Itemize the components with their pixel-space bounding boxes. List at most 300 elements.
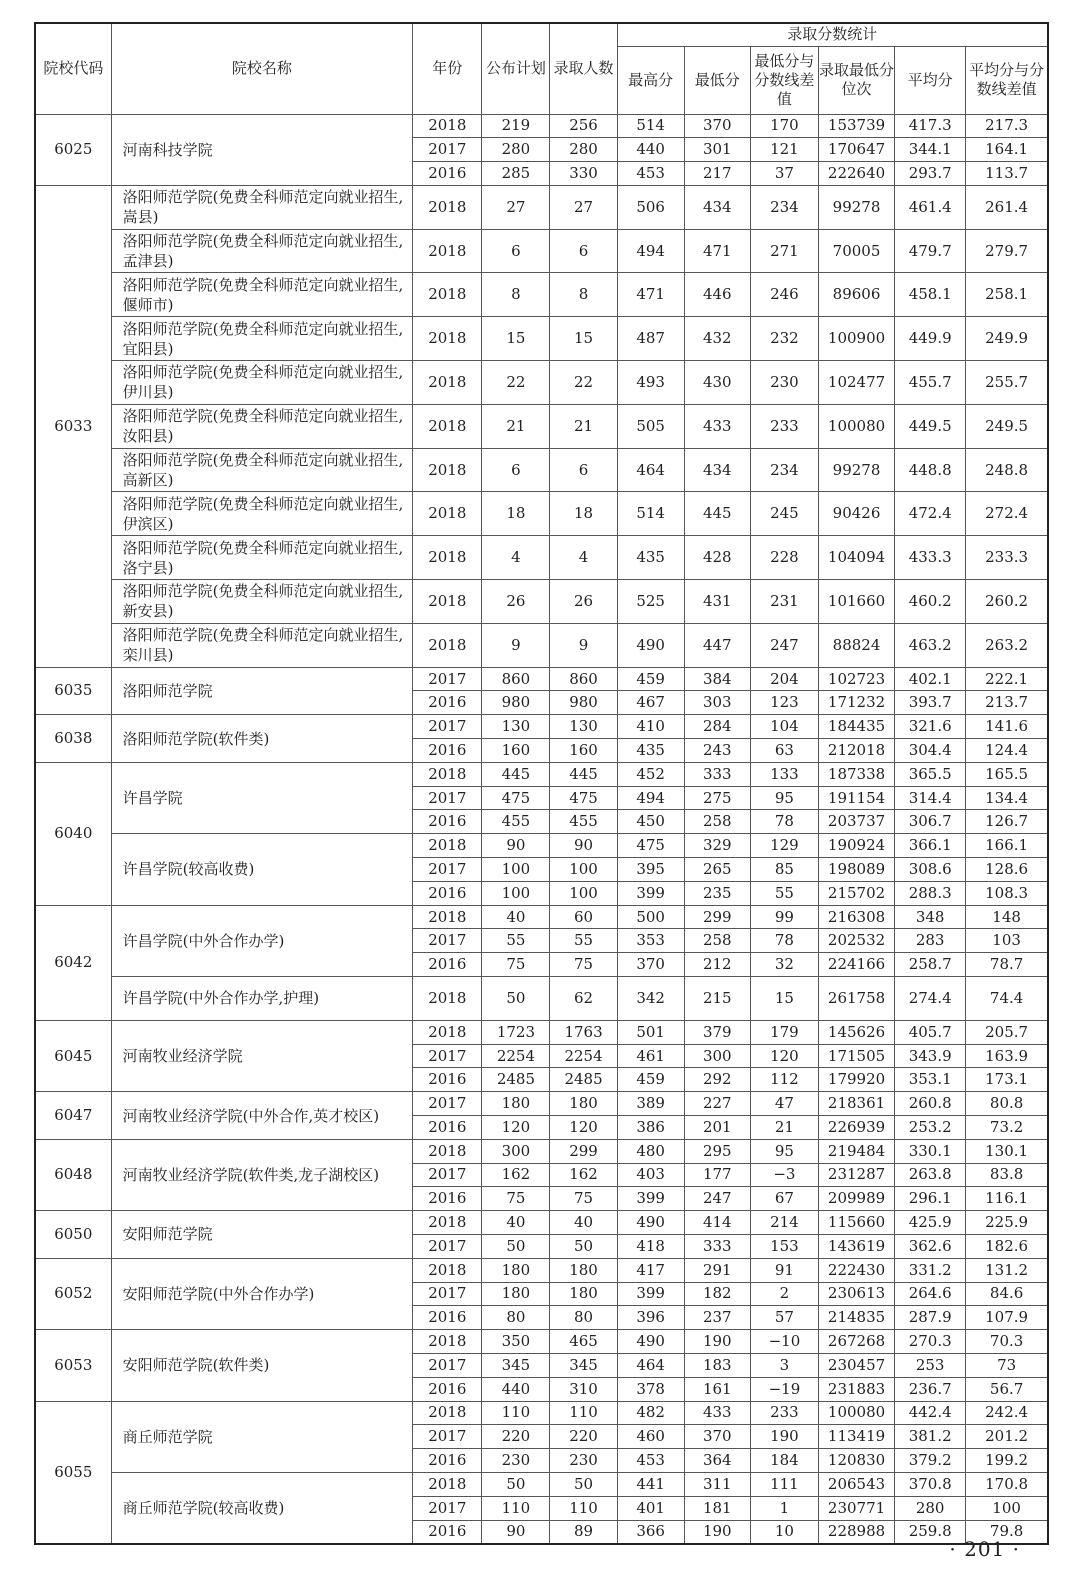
max-score-cell: 399	[617, 881, 684, 905]
table-row	[35, 1139, 1048, 1163]
max-score-cell: 386	[617, 1116, 684, 1140]
avg-diff-cell: 56.7	[966, 1377, 1048, 1401]
min-diff-cell: 111	[750, 1472, 818, 1496]
avg-diff-cell: 263.2	[966, 623, 1048, 667]
avg-score-cell: 353.1	[895, 1068, 966, 1092]
avg-diff-cell: 141.6	[966, 715, 1048, 739]
min-score-cell: 265	[684, 858, 750, 882]
min-rank-cell: 218361	[818, 1092, 894, 1116]
min-diff-cell: 91	[750, 1258, 818, 1282]
min-rank-cell: 100080	[818, 1401, 894, 1425]
plan-cell: 280	[482, 138, 550, 162]
plan-cell: 27	[482, 185, 550, 229]
max-score-cell: 514	[617, 492, 684, 536]
max-score-cell: 452	[617, 762, 684, 786]
avg-diff-cell: 78.7	[966, 953, 1048, 977]
avg-score-cell: 479.7	[895, 229, 966, 273]
min-diff-cell: 231	[750, 580, 818, 624]
admitted-cell: 6	[550, 229, 617, 273]
avg-score-cell: 264.6	[895, 1282, 966, 1306]
min-score-cell: 243	[684, 739, 750, 763]
min-rank-cell: 99278	[818, 185, 894, 229]
min-score-cell: 227	[684, 1092, 750, 1116]
plan-cell: 220	[482, 1425, 550, 1449]
year-cell: 2017	[413, 1044, 482, 1068]
max-score-cell: 471	[617, 273, 684, 317]
admitted-cell: 50	[550, 1234, 617, 1258]
min-rank-cell: 209989	[818, 1187, 894, 1211]
max-score-cell: 490	[617, 1330, 684, 1354]
min-rank-cell: 228988	[818, 1520, 894, 1544]
min-rank-cell: 184435	[818, 715, 894, 739]
min-score-cell: 311	[684, 1472, 750, 1496]
table-row	[35, 715, 1048, 739]
min-rank-cell: 219484	[818, 1139, 894, 1163]
min-diff-cell: 204	[750, 667, 818, 691]
school-name: 河南牧业经济学院(中外合作,英才校区)	[111, 1092, 413, 1140]
year-cell: 2016	[413, 739, 482, 763]
avg-diff-cell: 113.7	[966, 162, 1048, 186]
header-max: 最高分	[617, 46, 684, 114]
max-score-cell: 370	[617, 953, 684, 977]
avg-score-cell: 362.6	[895, 1234, 966, 1258]
admitted-cell: 8	[550, 273, 617, 317]
table-row	[35, 905, 1048, 929]
min-rank-cell: 104094	[818, 536, 894, 580]
min-rank-cell: 100900	[818, 317, 894, 361]
min-diff-cell: 2	[750, 1282, 818, 1306]
max-score-cell: 366	[617, 1520, 684, 1544]
school-name: 河南牧业经济学院(软件类,龙子湖校区)	[111, 1139, 413, 1210]
year-cell: 2016	[413, 1187, 482, 1211]
year-cell: 2016	[413, 1377, 482, 1401]
max-score-cell: 494	[617, 786, 684, 810]
min-rank-cell: 101660	[818, 580, 894, 624]
min-rank-cell: 222640	[818, 162, 894, 186]
admitted-cell: 90	[550, 834, 617, 858]
year-cell: 2018	[413, 273, 482, 317]
min-diff-cell: −3	[750, 1163, 818, 1187]
avg-score-cell: 381.2	[895, 1425, 966, 1449]
year-cell: 2017	[413, 1353, 482, 1377]
min-score-cell: 370	[684, 1425, 750, 1449]
plan-cell: 22	[482, 361, 550, 405]
max-score-cell: 435	[617, 739, 684, 763]
min-score-cell: 161	[684, 1377, 750, 1401]
min-rank-cell: 89606	[818, 273, 894, 317]
min-diff-cell: 67	[750, 1187, 818, 1211]
table-row	[35, 1092, 1048, 1116]
avg-diff-cell: 100	[966, 1496, 1048, 1520]
avg-score-cell: 417.3	[895, 114, 966, 138]
admitted-cell: 180	[550, 1282, 617, 1306]
year-cell: 2018	[413, 404, 482, 448]
year-cell: 2017	[413, 929, 482, 953]
avg-diff-cell: 126.7	[966, 810, 1048, 834]
avg-diff-cell: 272.4	[966, 492, 1048, 536]
plan-cell: 2485	[482, 1068, 550, 1092]
admitted-cell: 162	[550, 1163, 617, 1187]
min-diff-cell: 120	[750, 1044, 818, 1068]
avg-score-cell: 433.3	[895, 536, 966, 580]
school-name: 洛阳师范学院(免费全科师范定向就业招生,孟津县)	[111, 229, 413, 273]
min-diff-cell: 179	[750, 1020, 818, 1044]
max-score-cell: 494	[617, 229, 684, 273]
min-rank-cell: 224166	[818, 953, 894, 977]
avg-score-cell: 258.7	[895, 953, 966, 977]
min-rank-cell: 70005	[818, 229, 894, 273]
avg-diff-cell: 217.3	[966, 114, 1048, 138]
admitted-cell: 345	[550, 1353, 617, 1377]
avg-diff-cell: 173.1	[966, 1068, 1048, 1092]
admitted-cell: 75	[550, 1187, 617, 1211]
avg-diff-cell: 73	[966, 1353, 1048, 1377]
min-diff-cell: 32	[750, 953, 818, 977]
min-score-cell: 301	[684, 138, 750, 162]
max-score-cell: 450	[617, 810, 684, 834]
avg-diff-cell: 182.6	[966, 1234, 1048, 1258]
min-rank-cell: 230457	[818, 1353, 894, 1377]
plan-cell: 90	[482, 834, 550, 858]
admitted-cell: 230	[550, 1449, 617, 1473]
plan-cell: 50	[482, 1472, 550, 1496]
admitted-cell: 27	[550, 185, 617, 229]
avg-diff-cell: 255.7	[966, 361, 1048, 405]
table-row	[35, 273, 1048, 317]
avg-score-cell: 460.2	[895, 580, 966, 624]
plan-cell: 455	[482, 810, 550, 834]
min-score-cell: 446	[684, 273, 750, 317]
max-score-cell: 490	[617, 1211, 684, 1235]
school-code: 6052	[35, 1258, 111, 1329]
school-name: 安阳师范学院(中外合作办学)	[111, 1258, 413, 1329]
min-diff-cell: 1	[750, 1496, 818, 1520]
admitted-cell: 2254	[550, 1044, 617, 1068]
header-min-diff: 最低分与分数线差值	[750, 46, 818, 114]
min-diff-cell: 153	[750, 1234, 818, 1258]
admitted-cell: 130	[550, 715, 617, 739]
header-score-group: 录取分数统计	[617, 23, 1048, 46]
plan-cell: 21	[482, 404, 550, 448]
min-diff-cell: 123	[750, 691, 818, 715]
min-rank-cell: 100080	[818, 404, 894, 448]
year-cell: 2018	[413, 977, 482, 1021]
min-score-cell: 237	[684, 1306, 750, 1330]
year-cell: 2017	[413, 1425, 482, 1449]
avg-score-cell: 308.6	[895, 858, 966, 882]
year-cell: 2017	[413, 138, 482, 162]
admitted-cell: 15	[550, 317, 617, 361]
min-score-cell: 299	[684, 905, 750, 929]
avg-diff-cell: 242.4	[966, 1401, 1048, 1425]
admitted-cell: 860	[550, 667, 617, 691]
year-cell: 2018	[413, 580, 482, 624]
avg-score-cell: 393.7	[895, 691, 966, 715]
max-score-cell: 459	[617, 1068, 684, 1092]
max-score-cell: 399	[617, 1282, 684, 1306]
year-cell: 2018	[413, 905, 482, 929]
max-score-cell: 401	[617, 1496, 684, 1520]
school-code: 6055	[35, 1401, 111, 1544]
table-row	[35, 1020, 1048, 1044]
plan-cell: 75	[482, 953, 550, 977]
plan-cell: 130	[482, 715, 550, 739]
avg-score-cell: 472.4	[895, 492, 966, 536]
avg-diff-cell: 165.5	[966, 762, 1048, 786]
avg-diff-cell: 201.2	[966, 1425, 1048, 1449]
avg-diff-cell: 258.1	[966, 273, 1048, 317]
min-score-cell: 258	[684, 929, 750, 953]
table-row	[35, 623, 1048, 667]
max-score-cell: 464	[617, 1353, 684, 1377]
admitted-cell: 1763	[550, 1020, 617, 1044]
school-code: 6035	[35, 667, 111, 715]
min-score-cell: 177	[684, 1163, 750, 1187]
avg-diff-cell: 249.5	[966, 404, 1048, 448]
min-diff-cell: 21	[750, 1116, 818, 1140]
page-number: · 201 ·	[949, 1537, 1020, 1561]
avg-score-cell: 370.8	[895, 1472, 966, 1496]
school-name: 许昌学院	[111, 762, 413, 833]
avg-diff-cell: 170.8	[966, 1472, 1048, 1496]
avg-score-cell: 348	[895, 905, 966, 929]
year-cell: 2018	[413, 492, 482, 536]
min-score-cell: 201	[684, 1116, 750, 1140]
table-row	[35, 492, 1048, 536]
min-diff-cell: 78	[750, 929, 818, 953]
school-code: 6038	[35, 715, 111, 763]
school-name: 洛阳师范学院(免费全科师范定向就业招生,汝阳县)	[111, 404, 413, 448]
admitted-cell: 180	[550, 1092, 617, 1116]
school-name: 洛阳师范学院(免费全科师范定向就业招生,偃师市)	[111, 273, 413, 317]
avg-score-cell: 253.2	[895, 1116, 966, 1140]
year-cell: 2017	[413, 1234, 482, 1258]
min-score-cell: 247	[684, 1187, 750, 1211]
avg-score-cell: 365.5	[895, 762, 966, 786]
table-row	[35, 185, 1048, 229]
admitted-cell: 100	[550, 858, 617, 882]
avg-diff-cell: 74.4	[966, 977, 1048, 1021]
min-rank-cell: 191154	[818, 786, 894, 810]
year-cell: 2016	[413, 953, 482, 977]
header-avg-diff: 平均分与分数线差值	[966, 46, 1048, 114]
table-row	[35, 404, 1048, 448]
min-rank-cell: 203737	[818, 810, 894, 834]
admitted-cell: 110	[550, 1496, 617, 1520]
plan-cell: 80	[482, 1306, 550, 1330]
table-row	[35, 977, 1048, 1021]
table-row	[35, 536, 1048, 580]
min-rank-cell: 198089	[818, 858, 894, 882]
max-score-cell: 506	[617, 185, 684, 229]
min-rank-cell: 115660	[818, 1211, 894, 1235]
admitted-cell: 445	[550, 762, 617, 786]
header-code: 院校代码	[35, 23, 111, 114]
min-score-cell: 190	[684, 1520, 750, 1544]
header-name: 院校名称	[111, 23, 413, 114]
min-rank-cell: 145626	[818, 1020, 894, 1044]
avg-diff-cell: 80.8	[966, 1092, 1048, 1116]
min-rank-cell: 226939	[818, 1116, 894, 1140]
min-rank-cell: 187338	[818, 762, 894, 786]
header-plan: 公布计划	[482, 23, 550, 114]
max-score-cell: 467	[617, 691, 684, 715]
max-score-cell: 435	[617, 536, 684, 580]
min-diff-cell: 37	[750, 162, 818, 186]
school-code: 6048	[35, 1139, 111, 1210]
year-cell: 2016	[413, 1520, 482, 1544]
avg-score-cell: 449.5	[895, 404, 966, 448]
school-code: 6040	[35, 762, 111, 905]
school-code: 6050	[35, 1211, 111, 1259]
min-score-cell: 370	[684, 114, 750, 138]
year-cell: 2017	[413, 715, 482, 739]
min-diff-cell: 133	[750, 762, 818, 786]
table-row	[35, 762, 1048, 786]
admitted-cell: 330	[550, 162, 617, 186]
table-body	[35, 114, 1048, 1544]
min-diff-cell: 233	[750, 404, 818, 448]
plan-cell: 50	[482, 1234, 550, 1258]
min-rank-cell: 102477	[818, 361, 894, 405]
admitted-cell: 55	[550, 929, 617, 953]
avg-score-cell: 343.9	[895, 1044, 966, 1068]
min-score-cell: 212	[684, 953, 750, 977]
admission-score-table	[34, 22, 1049, 1545]
year-cell: 2017	[413, 786, 482, 810]
min-score-cell: 303	[684, 691, 750, 715]
year-cell: 2017	[413, 1496, 482, 1520]
year-cell: 2016	[413, 881, 482, 905]
admitted-cell: 50	[550, 1472, 617, 1496]
avg-score-cell: 296.1	[895, 1187, 966, 1211]
year-cell: 2018	[413, 361, 482, 405]
min-diff-cell: 3	[750, 1353, 818, 1377]
school-name: 许昌学院(中外合作办学,护理)	[111, 977, 413, 1021]
avg-diff-cell: 124.4	[966, 739, 1048, 763]
min-score-cell: 329	[684, 834, 750, 858]
admitted-cell: 220	[550, 1425, 617, 1449]
min-diff-cell: 85	[750, 858, 818, 882]
min-diff-cell: 234	[750, 185, 818, 229]
year-cell: 2018	[413, 1211, 482, 1235]
year-cell: 2018	[413, 185, 482, 229]
avg-diff-cell: 225.9	[966, 1211, 1048, 1235]
avg-diff-cell: 249.9	[966, 317, 1048, 361]
avg-diff-cell: 108.3	[966, 881, 1048, 905]
year-cell: 2018	[413, 1020, 482, 1044]
school-code: 6047	[35, 1092, 111, 1140]
admitted-cell: 62	[550, 977, 617, 1021]
admitted-cell: 280	[550, 138, 617, 162]
min-score-cell: 445	[684, 492, 750, 536]
admitted-cell: 299	[550, 1139, 617, 1163]
max-score-cell: 501	[617, 1020, 684, 1044]
min-score-cell: 432	[684, 317, 750, 361]
header-admitted: 录取人数	[550, 23, 617, 114]
admitted-cell: 40	[550, 1211, 617, 1235]
avg-diff-cell: 148	[966, 905, 1048, 929]
plan-cell: 445	[482, 762, 550, 786]
school-name: 商丘师范学院	[111, 1401, 413, 1472]
year-cell: 2018	[413, 834, 482, 858]
max-score-cell: 493	[617, 361, 684, 405]
plan-cell: 26	[482, 580, 550, 624]
plan-cell: 55	[482, 929, 550, 953]
min-diff-cell: −19	[750, 1377, 818, 1401]
avg-score-cell: 366.1	[895, 834, 966, 858]
max-score-cell: 464	[617, 448, 684, 492]
avg-diff-cell: 70.3	[966, 1330, 1048, 1354]
max-score-cell: 403	[617, 1163, 684, 1187]
max-score-cell: 410	[617, 715, 684, 739]
table-row	[35, 1330, 1048, 1354]
plan-cell: 350	[482, 1330, 550, 1354]
avg-diff-cell: 261.4	[966, 185, 1048, 229]
min-diff-cell: 15	[750, 977, 818, 1021]
min-rank-cell: 120830	[818, 1449, 894, 1473]
min-rank-cell: 212018	[818, 739, 894, 763]
plan-cell: 120	[482, 1116, 550, 1140]
admitted-cell: 26	[550, 580, 617, 624]
table-row	[35, 361, 1048, 405]
min-diff-cell: 104	[750, 715, 818, 739]
plan-cell: 285	[482, 162, 550, 186]
min-rank-cell: 90426	[818, 492, 894, 536]
min-rank-cell: 153739	[818, 114, 894, 138]
min-score-cell: 379	[684, 1020, 750, 1044]
year-cell: 2018	[413, 317, 482, 361]
min-score-cell: 430	[684, 361, 750, 405]
min-score-cell: 433	[684, 404, 750, 448]
min-diff-cell: 247	[750, 623, 818, 667]
max-score-cell: 453	[617, 162, 684, 186]
plan-cell: 9	[482, 623, 550, 667]
table-row	[35, 667, 1048, 691]
plan-cell: 15	[482, 317, 550, 361]
avg-diff-cell: 79.8	[966, 1520, 1048, 1544]
min-diff-cell: 214	[750, 1211, 818, 1235]
min-diff-cell: 190	[750, 1425, 818, 1449]
max-score-cell: 460	[617, 1425, 684, 1449]
school-name: 洛阳师范学院(软件类)	[111, 715, 413, 763]
admitted-cell: 475	[550, 786, 617, 810]
min-score-cell: 300	[684, 1044, 750, 1068]
min-score-cell: 384	[684, 667, 750, 691]
plan-cell: 100	[482, 881, 550, 905]
min-score-cell: 190	[684, 1330, 750, 1354]
min-score-cell: 433	[684, 1401, 750, 1425]
avg-diff-cell: 128.6	[966, 858, 1048, 882]
min-rank-cell: 206543	[818, 1472, 894, 1496]
header-min-rank: 录取最低分位次	[818, 46, 894, 114]
min-score-cell: 414	[684, 1211, 750, 1235]
year-cell: 2016	[413, 1068, 482, 1092]
admitted-cell: 310	[550, 1377, 617, 1401]
avg-score-cell: 344.1	[895, 138, 966, 162]
min-score-cell: 183	[684, 1353, 750, 1377]
max-score-cell: 353	[617, 929, 684, 953]
min-score-cell: 434	[684, 448, 750, 492]
plan-cell: 230	[482, 1449, 550, 1473]
min-diff-cell: 228	[750, 536, 818, 580]
school-name: 商丘师范学院(较高收费)	[111, 1472, 413, 1543]
min-score-cell: 284	[684, 715, 750, 739]
max-score-cell: 459	[617, 667, 684, 691]
avg-diff-cell: 222.1	[966, 667, 1048, 691]
plan-cell: 75	[482, 1187, 550, 1211]
avg-score-cell: 253	[895, 1353, 966, 1377]
